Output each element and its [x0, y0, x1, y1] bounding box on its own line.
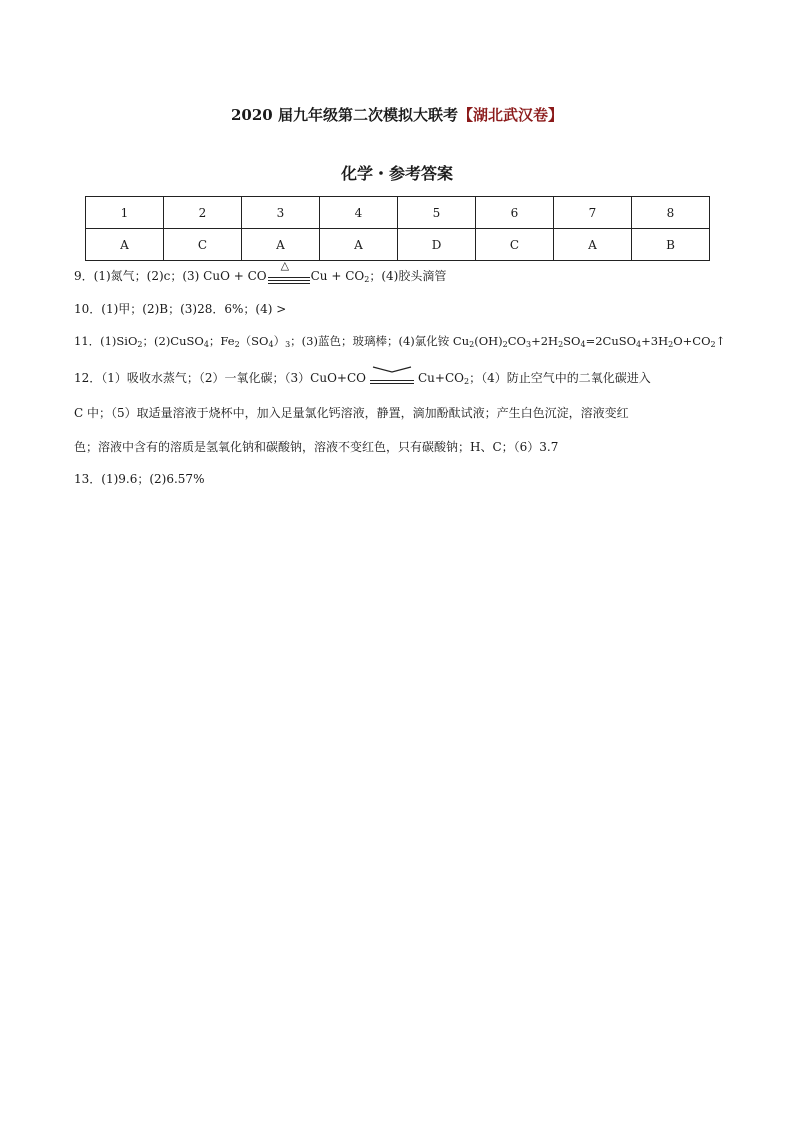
question-number-cell: 1 — [86, 197, 164, 229]
heat-reaction-equals-sign — [268, 258, 310, 284]
q9-text-c: ；(4)胶头滴管 — [369, 269, 447, 283]
question-number-cell: 3 — [242, 197, 320, 229]
q12-text-b: Cu+CO — [418, 371, 464, 385]
answer-cell: B — [632, 229, 710, 261]
question-number-row — [86, 197, 710, 229]
title-main: 2020 届九年级第二次模拟大联考 — [230, 106, 458, 124]
subscript: 2 — [668, 340, 674, 349]
subscript: 4 — [636, 340, 642, 349]
q11-text: ；(2)CuSO — [142, 334, 204, 348]
answer-line-q12-first — [74, 370, 651, 386]
answer-cell: A — [320, 229, 398, 261]
answer-row — [86, 229, 710, 261]
subscript: 2 — [502, 340, 508, 349]
q11-text: (OH) — [474, 334, 503, 348]
question-number-cell: 8 — [632, 197, 710, 229]
subscript: 2 — [469, 340, 475, 349]
question-number-cell: 6 — [476, 197, 554, 229]
q11-text: ；(3)蓝色；玻璃棒；(4)氯化铵 Cu — [290, 334, 470, 348]
answer-line-q12-third: 色；溶液中含有的溶质是氢氧化钠和碳酸钠，溶液不变红色，只有碳酸钠；H、C；（6）3.7 — [74, 440, 559, 454]
answer-cell: A — [242, 229, 320, 261]
q11-text: ↑ — [715, 334, 726, 348]
q9-text-b: Cu + CO — [310, 269, 365, 283]
question-number-cell: 5 — [398, 197, 476, 229]
heating-condition-symbol: △ — [280, 258, 290, 272]
subtitle: 化学・参考答案 — [340, 164, 453, 183]
answer-cell: D — [398, 229, 476, 261]
answer-line-q9 — [74, 258, 447, 284]
subscript: 3 — [525, 340, 532, 349]
q11-text: +2H — [531, 334, 559, 348]
subscript: 4 — [203, 340, 209, 349]
q11-text: +3H — [641, 334, 669, 348]
reaction-arrow-icon — [372, 366, 412, 374]
subscript: 3 — [285, 340, 291, 349]
answer-cell: A — [86, 229, 164, 261]
answer-cell: A — [554, 229, 632, 261]
q11-text: （SO — [239, 334, 269, 348]
answer-line-q12-second: C 中；（5）取适量溶液于烧杯中，加入足量氯化钙溶液，静置，滴加酚酞试液；产生白色沉淀，溶液变红 — [74, 406, 629, 420]
answer-table — [85, 196, 710, 261]
subscript: 2 — [558, 340, 564, 349]
answer-cell: C — [476, 229, 554, 261]
answer-line-q11 — [74, 333, 725, 349]
answer-line-q13: 13．(1)9.6；(2)6.57% — [74, 472, 205, 486]
q11-text: SO — [563, 334, 581, 348]
question-number-cell: 2 — [164, 197, 242, 229]
q11-text: 11．(1)SiO — [74, 334, 138, 348]
subscript: 4 — [268, 340, 274, 349]
title-bracket-close: 】 — [548, 106, 564, 124]
answer-cell: C — [164, 229, 242, 261]
subscript: 2 — [234, 340, 240, 349]
q11-text: ；Fe — [208, 334, 235, 348]
q11-text: O+CO — [673, 334, 711, 348]
q11-text: ） — [273, 334, 286, 348]
question-number-cell: 4 — [320, 197, 398, 229]
title-bracket-open: 【 — [457, 106, 473, 124]
answer-line-q10: 10．(1)甲；(2)B；(3)28．6%；(4) > — [74, 302, 287, 316]
subscript: 2 — [463, 377, 470, 386]
subscript: 4 — [580, 340, 586, 349]
question-number-cell: 7 — [554, 197, 632, 229]
subscript: 2 — [137, 340, 143, 349]
q11-text: =2CuSO — [585, 334, 637, 348]
q12-text-a: 12．（1）吸收水蒸气；（2）一氧化碳；（3）CuO+CO — [74, 371, 366, 385]
q9-text-a: 9．(1)氮气；(2)c；(3) CuO + CO — [74, 269, 267, 283]
gas-reaction-equals-sign — [370, 372, 414, 386]
q12-text-c: ；（4）防止空气中的二氧化碳进入 — [469, 371, 651, 385]
subscript: 2 — [710, 340, 716, 349]
q11-text: CO — [507, 334, 526, 348]
page-title — [0, 104, 794, 125]
subscript: 2 — [364, 275, 370, 284]
title-region: 湖北武汉卷 — [472, 106, 548, 124]
